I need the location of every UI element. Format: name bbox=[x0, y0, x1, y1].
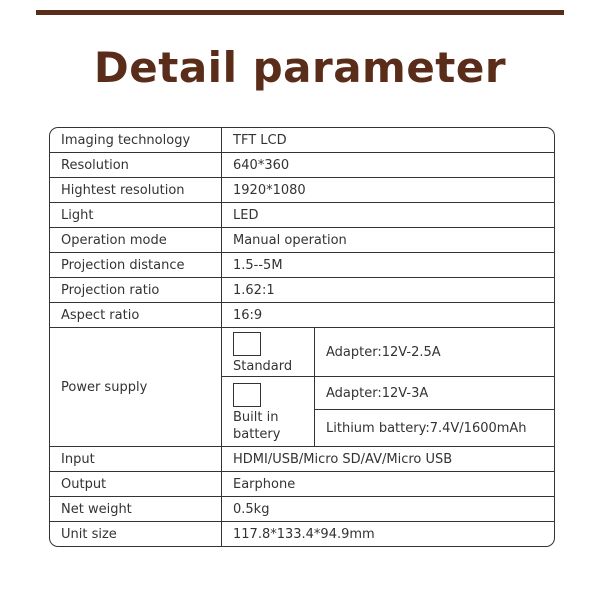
table-row bbox=[50, 447, 554, 472]
table-row bbox=[50, 203, 554, 228]
standard-swatch bbox=[233, 332, 261, 356]
row-label: Light bbox=[50, 203, 222, 228]
row-value: 0.5kg bbox=[222, 497, 554, 522]
standard-option bbox=[222, 328, 315, 377]
top-divider-bar bbox=[36, 10, 564, 15]
row-label: Projection distance bbox=[50, 253, 222, 278]
row-value: 16:9 bbox=[222, 303, 554, 328]
row-value: Earphone bbox=[222, 472, 554, 497]
row-value: 640*360 bbox=[222, 153, 554, 178]
table-row bbox=[50, 278, 554, 303]
power-supply-row-standard bbox=[50, 328, 554, 377]
table-row bbox=[50, 522, 554, 546]
row-value: 1.5--5M bbox=[222, 253, 554, 278]
row-label: Projection ratio bbox=[50, 278, 222, 303]
row-value: TFT LCD bbox=[222, 128, 554, 153]
table-row bbox=[50, 178, 554, 203]
power-supply-label: Power supply bbox=[50, 328, 222, 447]
row-value: 1.62:1 bbox=[222, 278, 554, 303]
row-label: Aspect ratio bbox=[50, 303, 222, 328]
table-row bbox=[50, 303, 554, 328]
table-row bbox=[50, 153, 554, 178]
built-in-swatch bbox=[233, 383, 261, 407]
built-in-value-adapter: Adapter:12V-3A bbox=[315, 377, 554, 410]
built-in-option bbox=[222, 377, 315, 447]
row-label: Hightest resolution bbox=[50, 178, 222, 203]
table-row bbox=[50, 228, 554, 253]
row-value: LED bbox=[222, 203, 554, 228]
built-in-option-label: Built in battery bbox=[233, 410, 281, 442]
row-label: Unit size bbox=[50, 522, 222, 546]
spec-table bbox=[49, 127, 555, 547]
row-value: 117.8*133.4*94.9mm bbox=[233, 526, 375, 542]
built-in-value-battery: Lithium battery:7.4V/1600mAh bbox=[315, 410, 554, 447]
row-label: Output bbox=[50, 472, 222, 497]
table-row bbox=[50, 497, 554, 522]
standard-option-label: Standard bbox=[233, 359, 293, 374]
row-label: Resolution bbox=[50, 153, 222, 178]
row-value: Manual operation bbox=[222, 228, 554, 253]
row-label: Imaging technology bbox=[50, 128, 222, 153]
row-value: 1920*1080 bbox=[222, 178, 554, 203]
standard-value: Adapter:12V-2.5A bbox=[315, 328, 554, 377]
row-label: Net weight bbox=[50, 497, 222, 522]
table-row bbox=[50, 128, 554, 153]
table-row bbox=[50, 253, 554, 278]
row-value: HDMI/USB/Micro SD/AV/Micro USB bbox=[222, 447, 554, 472]
row-label: Operation mode bbox=[50, 228, 222, 253]
table-row bbox=[50, 472, 554, 497]
row-label: Input bbox=[50, 447, 222, 472]
page-title: Detail parameter bbox=[93, 43, 507, 92]
